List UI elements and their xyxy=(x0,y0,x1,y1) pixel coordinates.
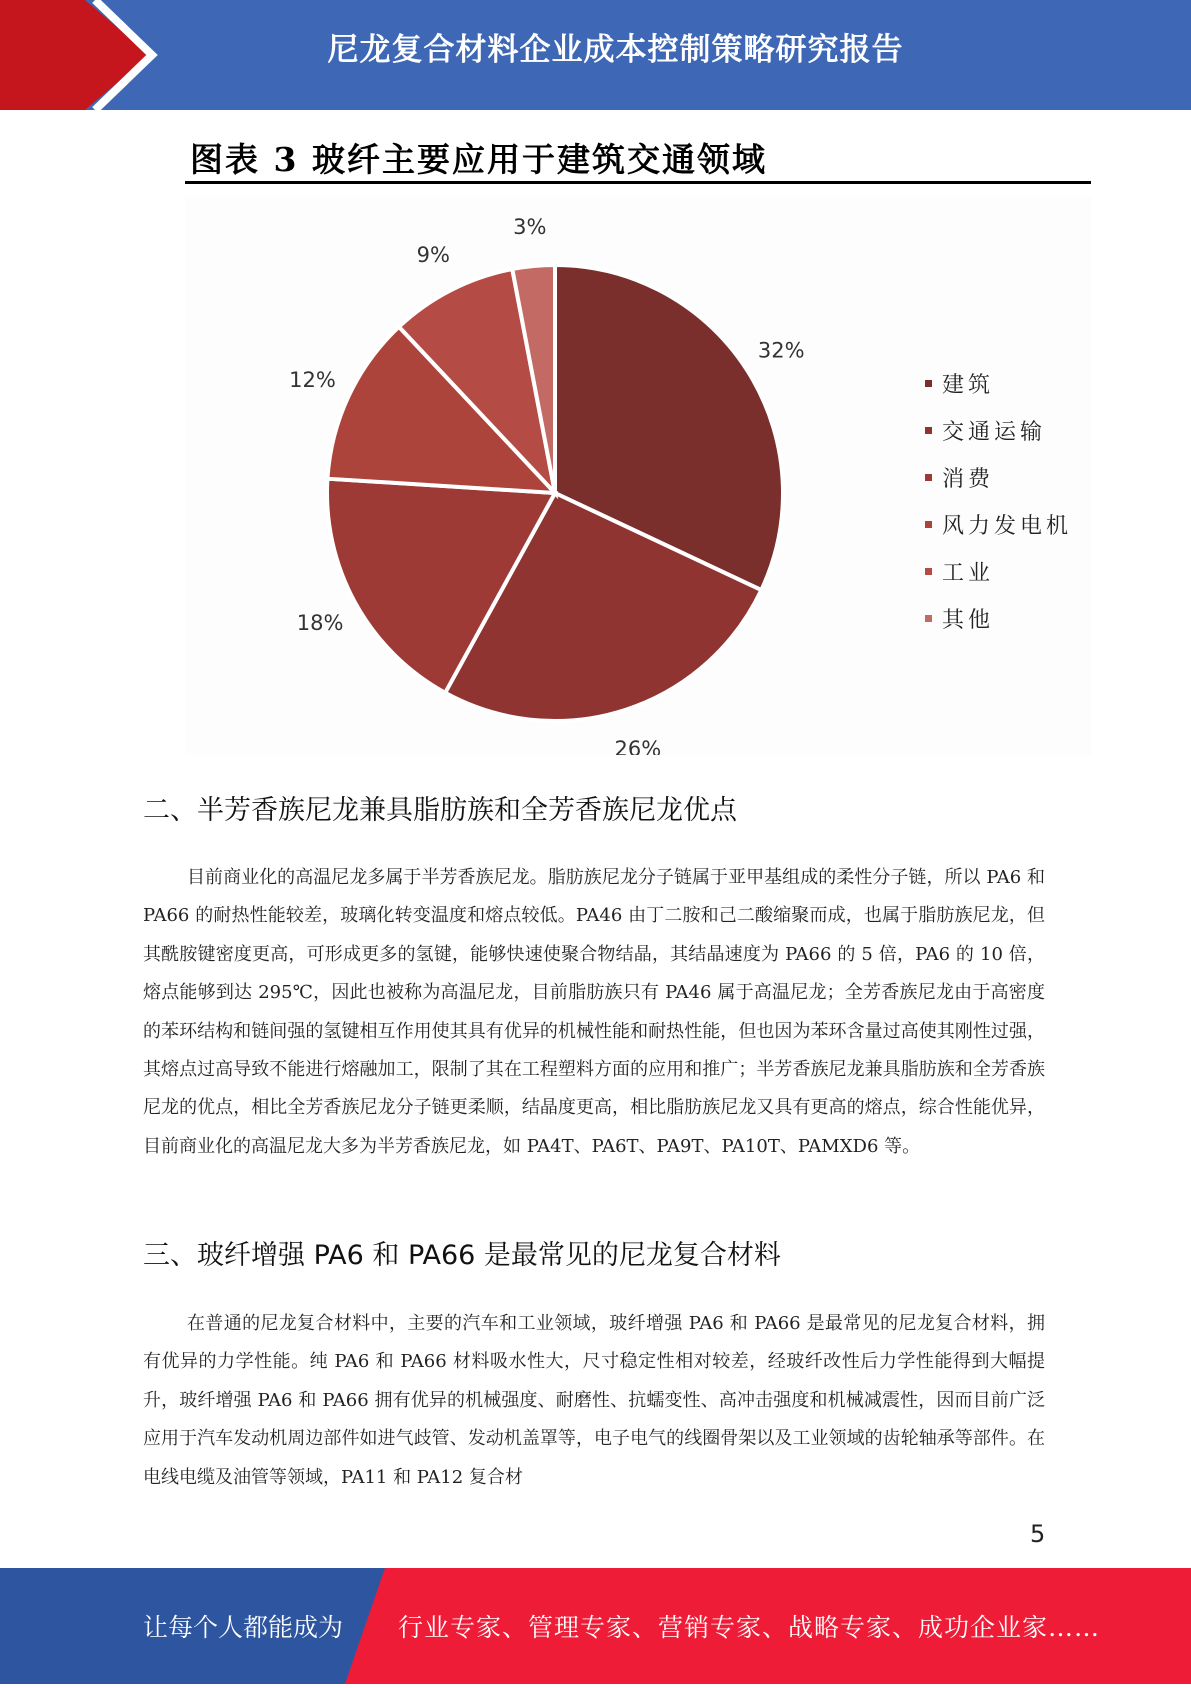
pie-data-label-5: 9% xyxy=(416,243,450,268)
legend-swatch xyxy=(925,521,932,528)
legend-label: 风力发电机 xyxy=(942,514,1073,539)
pie-data-label-3: 18% xyxy=(296,611,344,636)
section-2-heading: 二、半芳香族尼龙兼具脂肪族和全芳香族尼龙优点 xyxy=(143,795,737,826)
legend-label: 交通运输 xyxy=(942,420,1047,445)
pie-data-label-6: 3% xyxy=(513,215,547,240)
legend-swatch xyxy=(925,568,932,575)
pie-chart xyxy=(185,195,1091,755)
legend-swatch xyxy=(925,427,932,434)
legend-label: 其他 xyxy=(942,608,995,633)
footer-slogan-right: 行业专家、管理专家、营销专家、战略专家、成功企业家…… xyxy=(398,1613,1101,1642)
page-header xyxy=(0,0,1191,110)
page-footer xyxy=(0,1568,1191,1684)
legend-item-6 xyxy=(925,595,1072,642)
section-2-paragraph: 目前商业化的高温尼龙多属于半芳香族尼龙。脂肪族尼龙分子链属于亚甲基组成的柔性分子链，所以 PA6 和 PA66 的耐热性能较差，玻璃化转变温度和熔点较低。PA46 由丁二胺和己二酸缩聚而成，也属于脂肪族尼龙，但其酰胺键密度更高，可形成更多的氢键，能够快速使聚合物结晶，其结晶速度为 PA66 的 5 倍，PA6 的 10 倍，熔点能够到达 295℃，因此也被称为高温尼龙，目前脂肪族只有 PA46 属于高温尼龙；全芳香族尼龙由于高密度的苯环结构和链间强的氢键相互作用使其具有优异的机械性能和耐热性能，但也因为苯环含量过高使其刚性过强，其熔点过高导致不能进行熔融加工，限制了其在工程塑料方面的应用和推广；半芳香族尼龙兼具脂肪族和全芳香族尼龙的优点，相比全芳香族尼龙分子链更柔顺，结晶度更高，相比脂肪族尼龙又具有更高的熔点，综合性能优异，目前商业化的高温尼龙大多为半芳香族尼龙，如 PA4T、PA6T、PA9T、PA10T、PAMXD6 等。 xyxy=(143,867,1045,1157)
page-number: 5 xyxy=(1030,1520,1046,1548)
pie-data-label-2: 26% xyxy=(614,736,662,755)
legend-item-4 xyxy=(925,501,1072,548)
chart-legend xyxy=(925,360,1072,642)
figure-title: 图表 3 玻纤主要应用于建筑交通领域 xyxy=(190,140,767,179)
legend-swatch xyxy=(925,380,932,387)
legend-label: 建筑 xyxy=(942,373,995,398)
footer-slogan-left: 让每个人都能成为 xyxy=(143,1613,344,1642)
legend-item-3 xyxy=(925,454,1072,501)
pie-data-label-1: 32% xyxy=(757,338,805,363)
report-title: 尼龙复合材料企业成本控制策略研究报告 xyxy=(327,32,904,68)
legend-item-5 xyxy=(925,548,1072,595)
section-3-paragraph: 在普通的尼龙复合材料中，主要的汽车和工业领域，玻纤增强 PA6 和 PA66 是最常见的尼龙复合材料，拥有优异的力学性能。纯 PA6 和 PA66 材料吸水性大，尺寸稳定性相对较差，经玻纤改性后力学性能得到大幅提升，玻纤增强 PA6 和 PA66 拥有优异的机械强度、耐磨性、抗蠕变性、高冲击强度和机械减震性，因而目前广泛应用于汽车发动机周边部件如进气歧管、发动机盖罩等，电子电气的线圈骨架以及工业领域的齿轮轴承等部件。在电线电缆及油管等领域，PA11 和 PA12 复合材 xyxy=(143,1313,1045,1488)
legend-swatch xyxy=(925,474,932,481)
legend-label: 工业 xyxy=(942,561,995,586)
legend-swatch xyxy=(925,615,932,622)
figure-title-rule xyxy=(185,181,1091,184)
section-3-heading: 三、玻纤增强 PA6 和 PA66 是最常见的尼龙复合材料 xyxy=(143,1240,781,1271)
pie-data-label-4: 12% xyxy=(289,367,336,392)
legend-label: 消费 xyxy=(942,467,995,492)
legend-item-2 xyxy=(925,407,1072,454)
legend-item-1 xyxy=(925,360,1072,407)
